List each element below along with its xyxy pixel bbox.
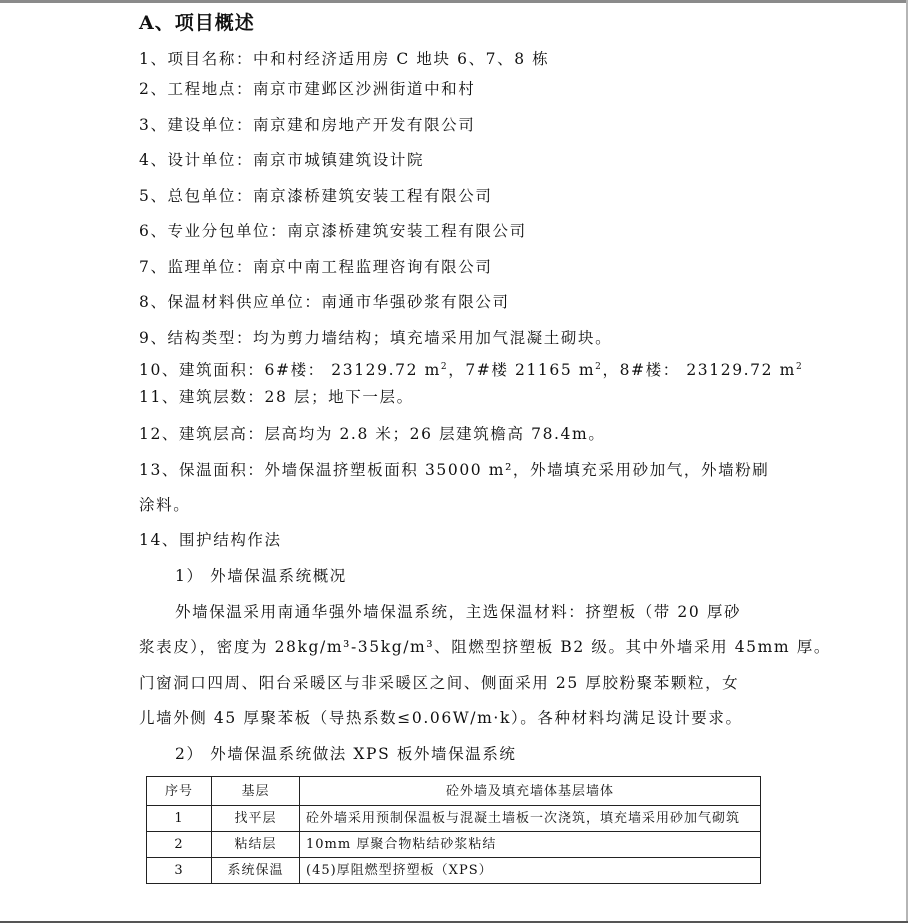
table-row bbox=[147, 858, 761, 884]
item-floor-height: 12、建筑层高：层高均为 2.8 米；26 层建筑檐高 78.4m。 bbox=[139, 425, 606, 443]
superscript-2: 2 bbox=[795, 362, 804, 372]
subsection-heading-1: 1） 外墙保温系统概况 bbox=[175, 567, 347, 585]
cell-no: 2 bbox=[147, 832, 212, 858]
window-top-border bbox=[0, 0, 908, 3]
superscript-2: 2 bbox=[440, 362, 449, 372]
table-header-row bbox=[147, 777, 761, 806]
item-building-area bbox=[139, 357, 803, 380]
cell-layer: 找平层 bbox=[212, 806, 300, 832]
paragraph-line: 儿墙外侧 45 厚聚苯板（导热系数≤0.06W/m·k）。各种材料均满足设计要求。 bbox=[139, 709, 743, 727]
subsection-heading-2: 2） 外墙保温系统做法 XPS 板外墙保温系统 bbox=[175, 745, 517, 763]
cell-desc: 10mm 厚聚合物粘结砂浆粘结 bbox=[300, 832, 761, 858]
area-building-7: ，7#楼 21165 m bbox=[448, 361, 596, 379]
cell-desc: (45)厚阻燃型挤塑板（XPS） bbox=[300, 858, 761, 884]
item-insulation-area-cont: 涂料。 bbox=[139, 496, 191, 514]
header-no: 序号 bbox=[147, 777, 212, 806]
item-location: 2、工程地点：南京市建邺区沙洲街道中和村 bbox=[139, 80, 476, 98]
table-row bbox=[147, 832, 761, 858]
superscript-2: 2 bbox=[595, 362, 603, 372]
insulation-layers-table bbox=[146, 776, 761, 884]
item-envelope-method: 14、围护结构作法 bbox=[139, 531, 282, 549]
header-layer: 基层 bbox=[212, 777, 300, 806]
section-heading: A、项目概述 bbox=[139, 12, 255, 34]
item-insulation-area: 13、保温面积：外墙保温挤塑板面积 35000 m²，外墙填充采用砂加气，外墙粉刷 bbox=[139, 461, 770, 479]
cell-desc: 砼外墙采用预制保温板与混凝土墙板一次浇筑，填充墙采用砂加气砌筑 bbox=[300, 806, 761, 832]
cell-no: 3 bbox=[147, 858, 212, 884]
paragraph-line: 门窗洞口四周、阳台采暖区与非采暖区之间、侧面采用 25 厚胶粉聚苯颗粒，女 bbox=[139, 674, 740, 692]
item-material-supplier: 8、保温材料供应单位：南通市华强砂浆有限公司 bbox=[139, 293, 510, 311]
item-project-name: 1、项目名称：中和村经济适用房 C 地块 6、7、8 栋 bbox=[139, 50, 550, 68]
item-owner: 3、建设单位：南京建和房地产开发有限公司 bbox=[139, 116, 476, 134]
table-row bbox=[147, 806, 761, 832]
area-building-8: ，8#楼： 23129.72 m bbox=[602, 361, 796, 379]
paragraph-line: 浆表皮），密度为 28kg/m³-35kg/m³、阻燃型挤塑板 B2 级。其中外墙采用 45mm 厚。 bbox=[139, 638, 831, 656]
item-structure-type: 9、结构类型：均为剪力墙结构；填充墙采用加气混凝土砌块。 bbox=[139, 329, 613, 347]
cell-layer: 粘结层 bbox=[212, 832, 300, 858]
item-general-contractor: 5、总包单位：南京漆桥建筑安装工程有限公司 bbox=[139, 187, 493, 205]
item-designer: 4、设计单位：南京市城镇建筑设计院 bbox=[139, 151, 425, 169]
paragraph-line: 外墙保温采用南通华强外墙保温系统，主选保温材料：挤塑板（带 20 厚砂 bbox=[175, 603, 742, 621]
cell-no: 1 bbox=[147, 806, 212, 832]
item-subcontractor: 6、专业分包单位：南京漆桥建筑安装工程有限公司 bbox=[139, 222, 527, 240]
item-supervisor: 7、监理单位：南京中南工程监理咨询有限公司 bbox=[139, 258, 493, 276]
header-desc: 砼外墙及填充墙体基层墙体 bbox=[300, 777, 761, 806]
cell-layer: 系统保温 bbox=[212, 858, 300, 884]
area-building-6: 10、建筑面积：6#楼： 23129.72 m bbox=[139, 361, 441, 379]
item-floors: 11、建筑层数：28 层；地下一层。 bbox=[139, 388, 414, 406]
